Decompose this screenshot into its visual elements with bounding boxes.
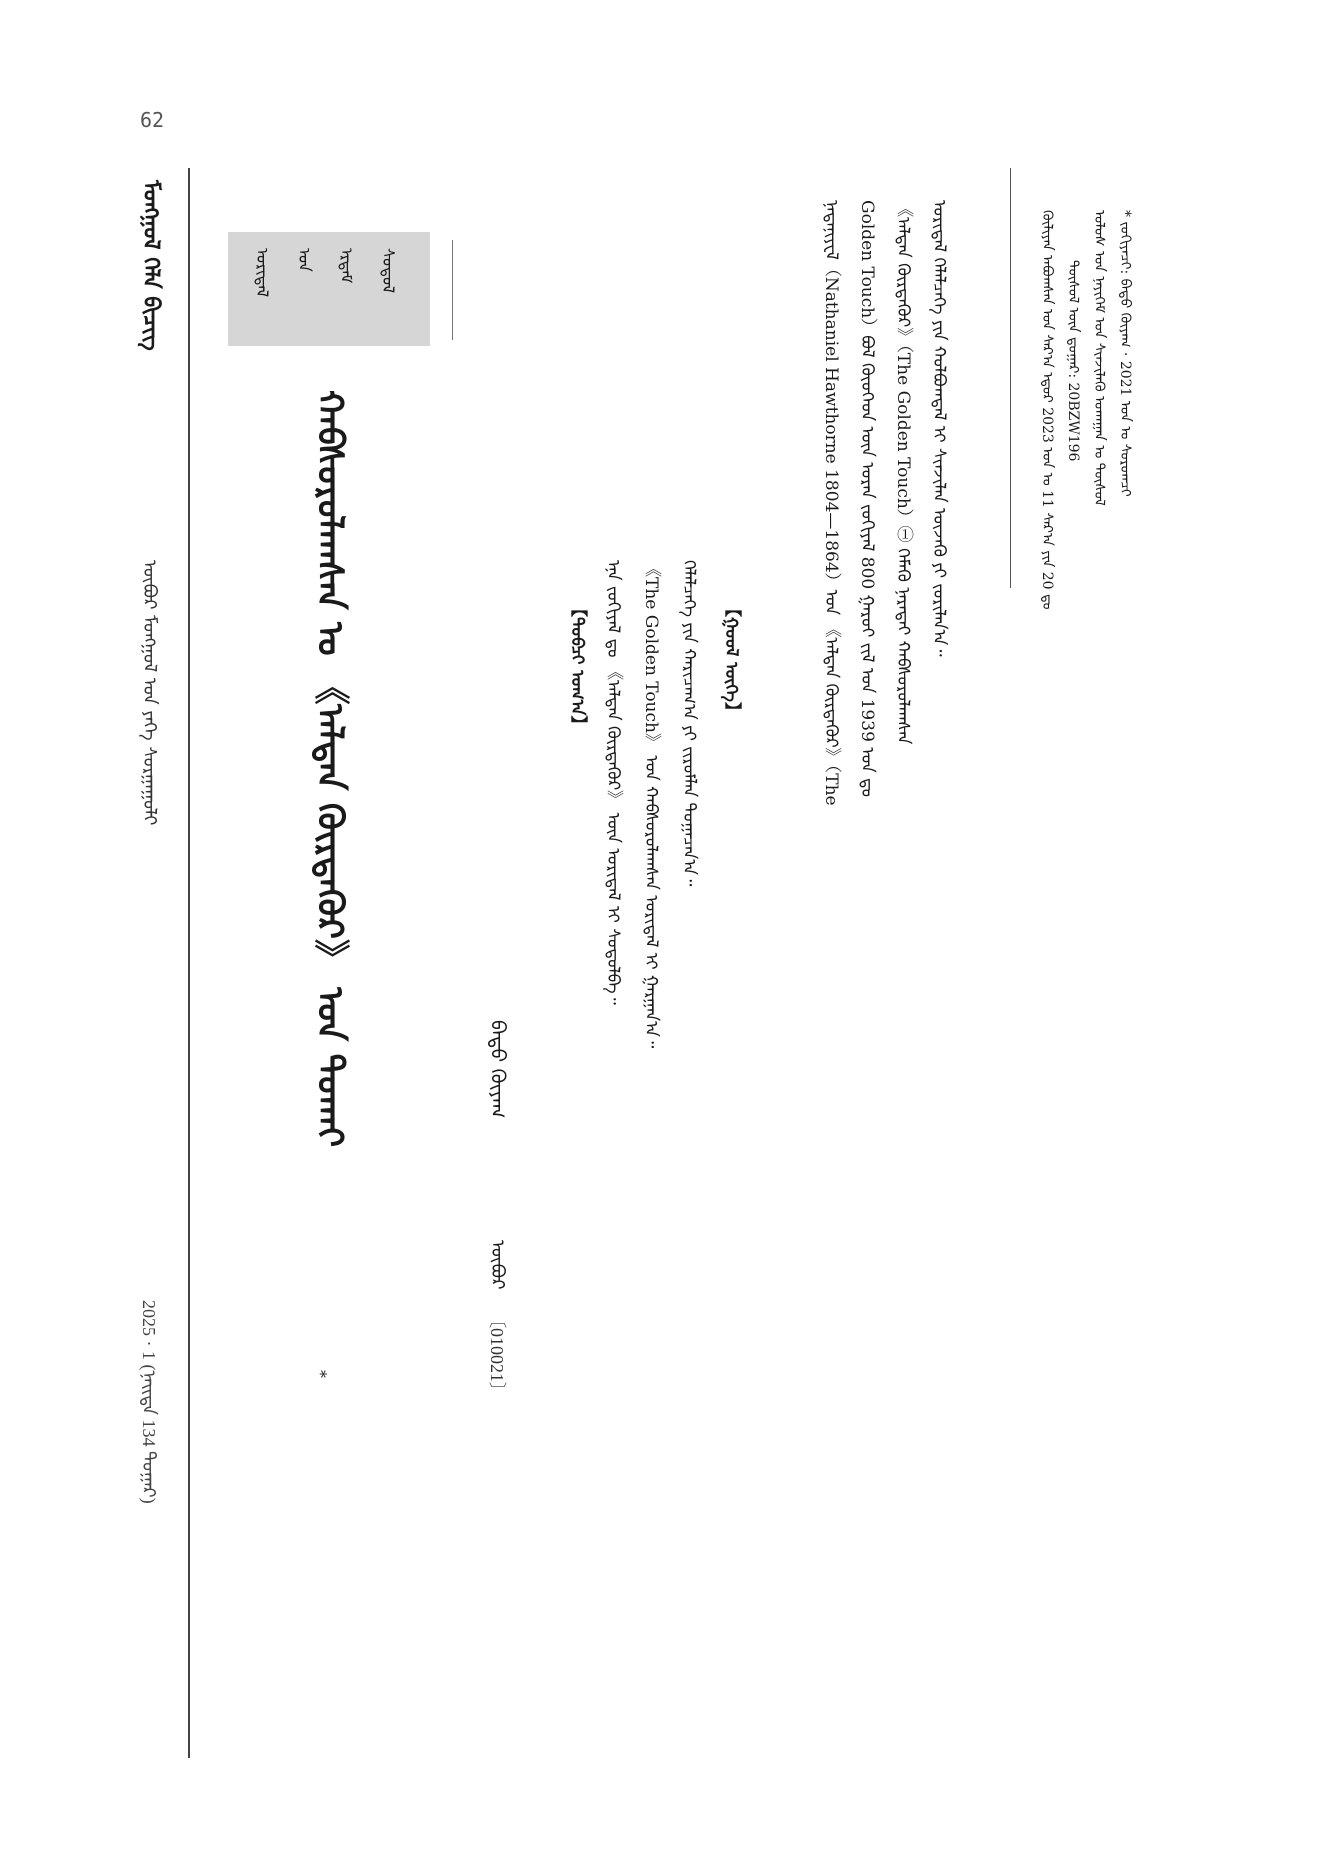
abstract-line: 《The Golden Touch》 ᠤᠨ ᠬᠠᠪᠰᠤᠷᠤᠯᠠᠭᠰᠠᠨ ᠤᠷᠢᠳᠠᠯ ᠢ ᠭᠠᠷᠭᠠᠨ᠎ᠠ᠃	[641, 560, 661, 1049]
journal-name: ᠮᠣᠩᠭᠣᠯ ᠬᠡᠯᠡ ᠪᠢᠴᠢᠭ	[138, 180, 164, 351]
box-rule	[452, 240, 453, 340]
category-line: ᠰᠤᠳᠤᠯ	[379, 248, 398, 294]
postcode: 〔010021〕	[487, 1310, 507, 1400]
issue-label: 2025 · 1 (ᠨᠡᠢᠲᠡ 134 ᠳᠤᠭᠠᠷ)	[139, 1300, 159, 1504]
author-name: ᠪᠠᠲᠤ ᠬᠦᠶᠠᠭ	[486, 1020, 510, 1119]
abstract-line: ᠡᠨᠡ ᠵᠣᠬᠢᠶᠠᠯ ᠳᠤ 《ᠠᠯᠲᠠᠨ ᠬᠦᠷᠲᠡᠭᠦᠷ》 ᠦᠨ ᠤᠷᠢᠳᠠᠯ ᠢ ᠰᠤᠳᠤᠯᠪᠠ᠃	[603, 560, 623, 1005]
body-line: 《ᠠᠯᠲᠠᠨ ᠬᠦᠷᠲᠡᠭᠦᠷ》（The Golden Touch）① ᠬᠡᠮᠡᠬᠦ ᠨᠡᠷᠡᠲᠡᠢ ᠬᠠᠪᠰᠤᠷᠤᠯᠠᠭᠰᠠᠨ	[893, 200, 913, 745]
school-name: ᠥᠪᠥᠷ ᠮᠣᠩᠭᠣᠯ ᠤᠨ ᠶᠡᠬᠡ ᠰᠤᠷᠭᠠᠭᠤᠯᠢ	[139, 560, 160, 826]
body-line: ᠨᠠᠲᠠᠨᠢᠶᠧᠯ（Nathaniel Hawthorne 1804—1864）ᠤᠨ 《ᠠᠯᠲᠠᠨ ᠬᠦᠷᠲᠡᠭᠦᠷ》（The	[821, 200, 841, 806]
body-line: ᠤᠷᠢᠳᠠᠯ ᠬᠡᠯᠡᠯᠴᠡᠭᠡ ᠶᠢᠨ ᠬᠣᠯᠪᠣᠭᠳᠠᠯ ᠢ ᠰᠢᠨᠵᠢᠯᠡᠨ ᠦᠵᠡᠬᠦ ᠶᠢ ᠵᠣᠷᠢᠯᠠᠨ᠎ᠠ᠃	[929, 200, 949, 657]
category-line: ᠤᠷᠢᠳᠠᠯ	[253, 248, 272, 298]
section-heading: 【ᠲᠣᠪᠴᠢ ᠤᠭ᠎ᠠ】	[567, 600, 587, 733]
author-affiliation: ᠥᠪᠥᠷ	[487, 1240, 508, 1290]
footnote-rule	[1010, 168, 1011, 588]
title-footnote-mark: *	[311, 1370, 330, 1378]
keywords-heading: 【ᠭᠣᠣᠯ ᠦᠭᠡ】	[721, 600, 741, 719]
abstract-line: ᠬᠡᠯᠡᠯᠴᠡᠭᠡ ᠶᠢᠨ ᠬᠠᠷᠢᠴᠠᠭ᠎ᠠ ᠶᠢ ᠵᠢᠷᠤᠮᠯᠠᠨ ᠲᠣᠭᠠᠴᠠᠨ᠎ᠠ᠃	[679, 560, 699, 887]
category-line: ᠡᠷᠳᠡᠮ	[337, 248, 356, 284]
footnote-line: ᠤᠯᠤᠰ ᠤᠨ ᠨᠡᠶᠢᠭᠡᠮ ᠤᠨ ᠰᠢᠨᠵᠢᠯᠡᠬᠦ ᠤᠬᠠᠭᠠᠨ ᠤ ᠲᠦᠰᠦᠯ	[1091, 210, 1107, 506]
page-number: 62	[140, 108, 165, 132]
category-line: ᠤᠨ	[295, 248, 314, 272]
article-title: ᠬᠠᠪᠰᠤᠷᠤᠯᠠᠭᠰᠠᠨ ᠤ 《ᠠᠯᠲᠠᠨ ᠬᠦᠷᠲᠡᠭᠦᠷ》 ᠤᠨ ᠲᠤᠬᠠᠢ	[309, 390, 351, 1148]
header-rule	[188, 168, 190, 1758]
category-box	[228, 232, 430, 346]
footnote-line: * ᠵᠣᠬᠢᠶᠠᠴᠢ: ᠪᠠᠲᠤ ᠬᠦᠶᠠᠭ · 2021 ᠣᠨ ᠤ ᠰᠤᠷᠤᠭᠴᠢ	[1117, 210, 1133, 497]
footnote-line: ᠬᠦᠯᠢᠶᠡᠨ ᠠᠪᠤᠭᠰᠠᠨ ᠣᠨ ᠰᠠᠷ᠎ᠠ ᠡᠳᠦᠷ 2023 ᠣᠨ ᠤ 11 ᠰᠠᠷ᠎ᠠ ᠶᠢᠨ 20 ᠳᠤ	[1039, 210, 1055, 610]
body-line: Golden Touch）ᠪᠣᠯ ᠬᠦᠦᠬᠡᠳ ᠦᠨ ᠤᠷᠠᠨ ᠵᠣᠬᠢᠶᠠᠯ 800 ᠭᠠᠷᠤᠢ ᠵᠢᠯ ᠤᠨ 1939 ᠣᠨ ᠳᠤ	[857, 200, 877, 797]
footnote-line: ᠲᠦᠰᠦᠯ ᠦᠨ ᠳ᠋ᠤᠭᠠᠷ: 20BZW196	[1065, 260, 1081, 462]
